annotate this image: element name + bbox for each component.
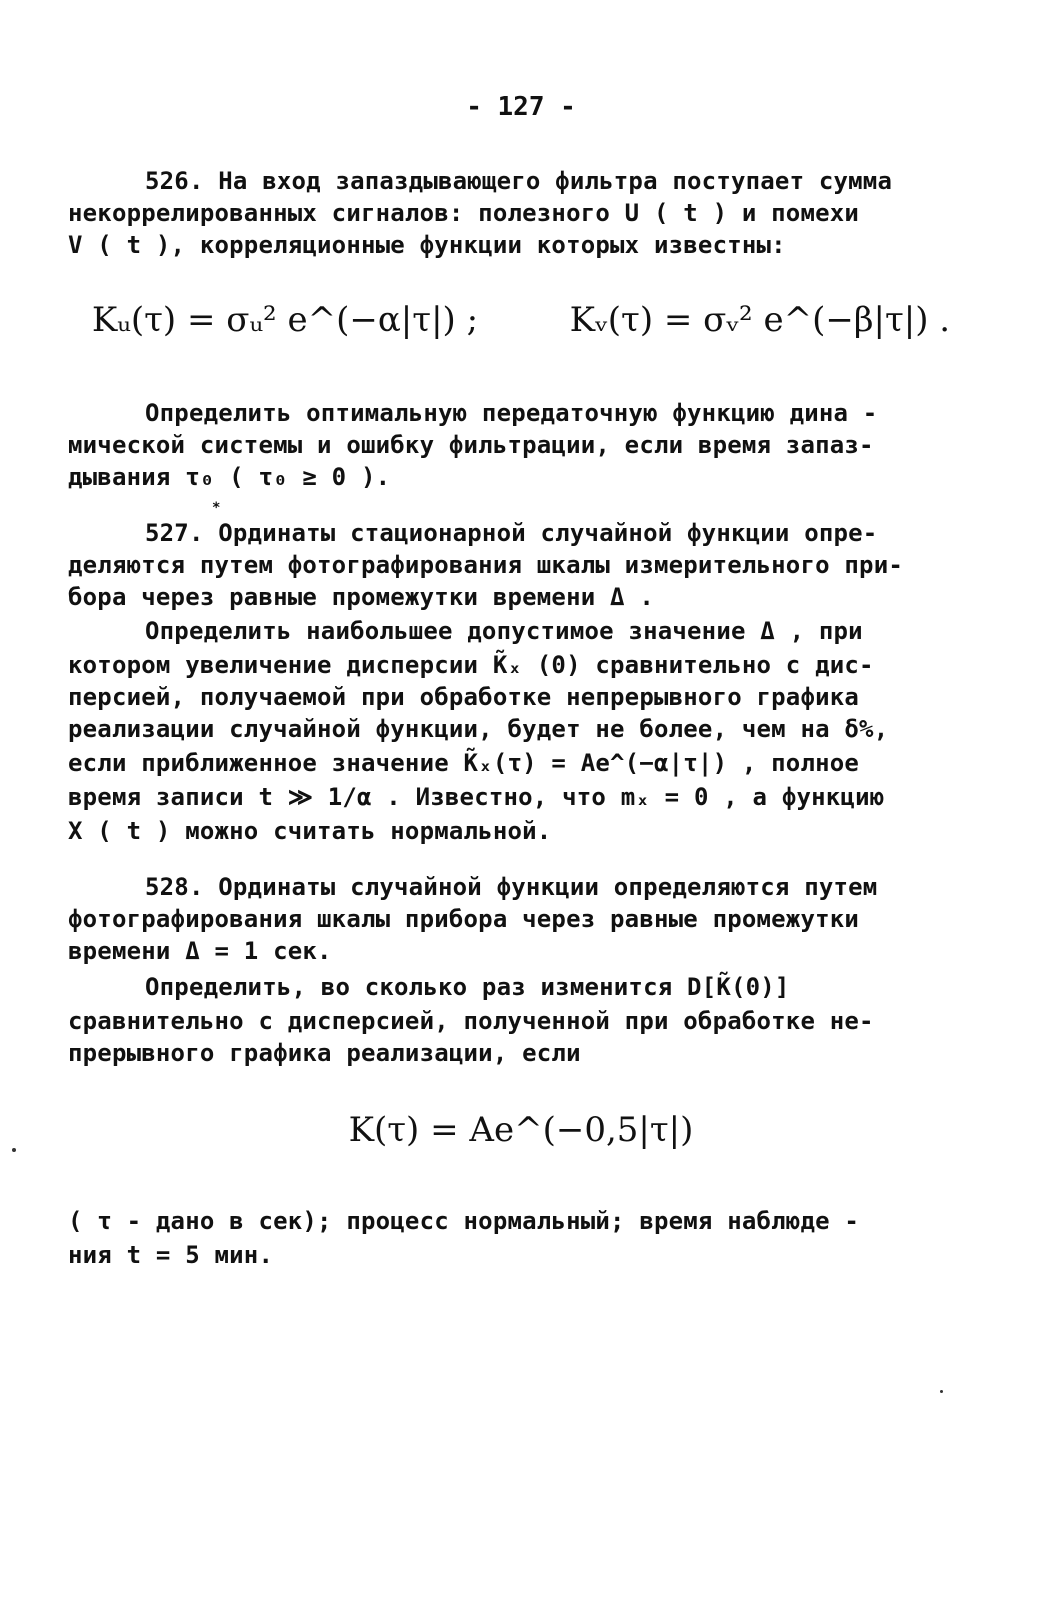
- problem-526-line-3: V ( t ), корреляционные функции которых известны:: [68, 231, 786, 259]
- formula-k-tau: K(τ) = Ae^(−0,5|τ|): [348, 1110, 694, 1150]
- problem-527-task-line-3: персией, получаемой при обработке непрерывного графика: [68, 683, 860, 711]
- problem-526-task-line-3: дывания τ₀ ( τ₀ ≥ 0 ).: [68, 463, 391, 491]
- problem-528-task-line-1: Определить, во сколько раз изменится D[K̃(0)]: [145, 973, 790, 1001]
- problem-527-task-line-1: Определить наибольшее допустимое значение Δ , при: [145, 617, 863, 645]
- problem-526-task-line-2: мической системы и ошибку фильтрации, если время запаз-: [68, 431, 874, 459]
- problem-528-task-line-2: сравнительно с дисперсией, полученной при обработке не-: [68, 1007, 874, 1035]
- formula-ku: Kᵤ(τ) = σᵤ² e^(−α|τ|) ;: [91, 300, 479, 340]
- problem-526-task-line-1: Определить оптимальную передаточную функцию дина -: [145, 399, 878, 427]
- problem-527-task-line-7: X ( t ) можно считать нормальной.: [68, 817, 552, 845]
- problem-528-line-2: фотографирования шкалы прибора через равные промежутки: [68, 905, 860, 933]
- problem-526-line-1: 526. На вход запаздывающего фильтра поступает сумма: [145, 167, 893, 195]
- scan-speck: [940, 1390, 943, 1393]
- problem-527-task-line-2: котором увеличение дисперсии K̃ₓ (0) сравнительно с дис-: [68, 651, 874, 679]
- problem-527-line-3: бора через равные промежутки времени Δ .: [68, 583, 654, 611]
- problem-528-line-1: 528. Ординаты случайной функции определяются путем: [145, 873, 878, 901]
- problem-527-task-line-5: если приближенное значение K̃ₓ(τ) = Ae^(−α|τ|) , полное: [68, 749, 860, 777]
- formula-kv: Kᵥ(τ) = σᵥ² e^(−β|τ|) .: [569, 300, 951, 340]
- problem-526-line-2: некоррелированных сигналов: полезного U ( t ) и помехи: [68, 199, 860, 227]
- formula-correlation-functions: [0, 300, 1042, 340]
- page-number: - 127 -: [466, 92, 576, 122]
- problem-528-tail-line-1: ( τ - дано в сек); процесс нормальный; время наблюде -: [68, 1207, 860, 1235]
- problem-527-line-1: 527. Ординаты стационарной случайной функции опре-: [145, 519, 878, 547]
- problem-528-line-3: времени Δ = 1 сек.: [68, 937, 332, 965]
- problem-527-line-2: деляются путем фотографирования шкалы измерительного при-: [68, 551, 904, 579]
- scan-speck: [12, 1148, 16, 1152]
- problem-528-task-line-3: прерывного графика реализации, если: [68, 1039, 581, 1067]
- problem-527-star: *: [212, 500, 221, 516]
- problem-527-task-line-4: реализации случайной функции, будет не более, чем на δ%,: [68, 715, 889, 743]
- problem-527-task-line-6: время записи t ≫ 1/α . Известно, что mₓ = 0 , а функцию: [68, 783, 885, 811]
- problem-528-tail-line-2: ния t = 5 мин.: [68, 1241, 274, 1269]
